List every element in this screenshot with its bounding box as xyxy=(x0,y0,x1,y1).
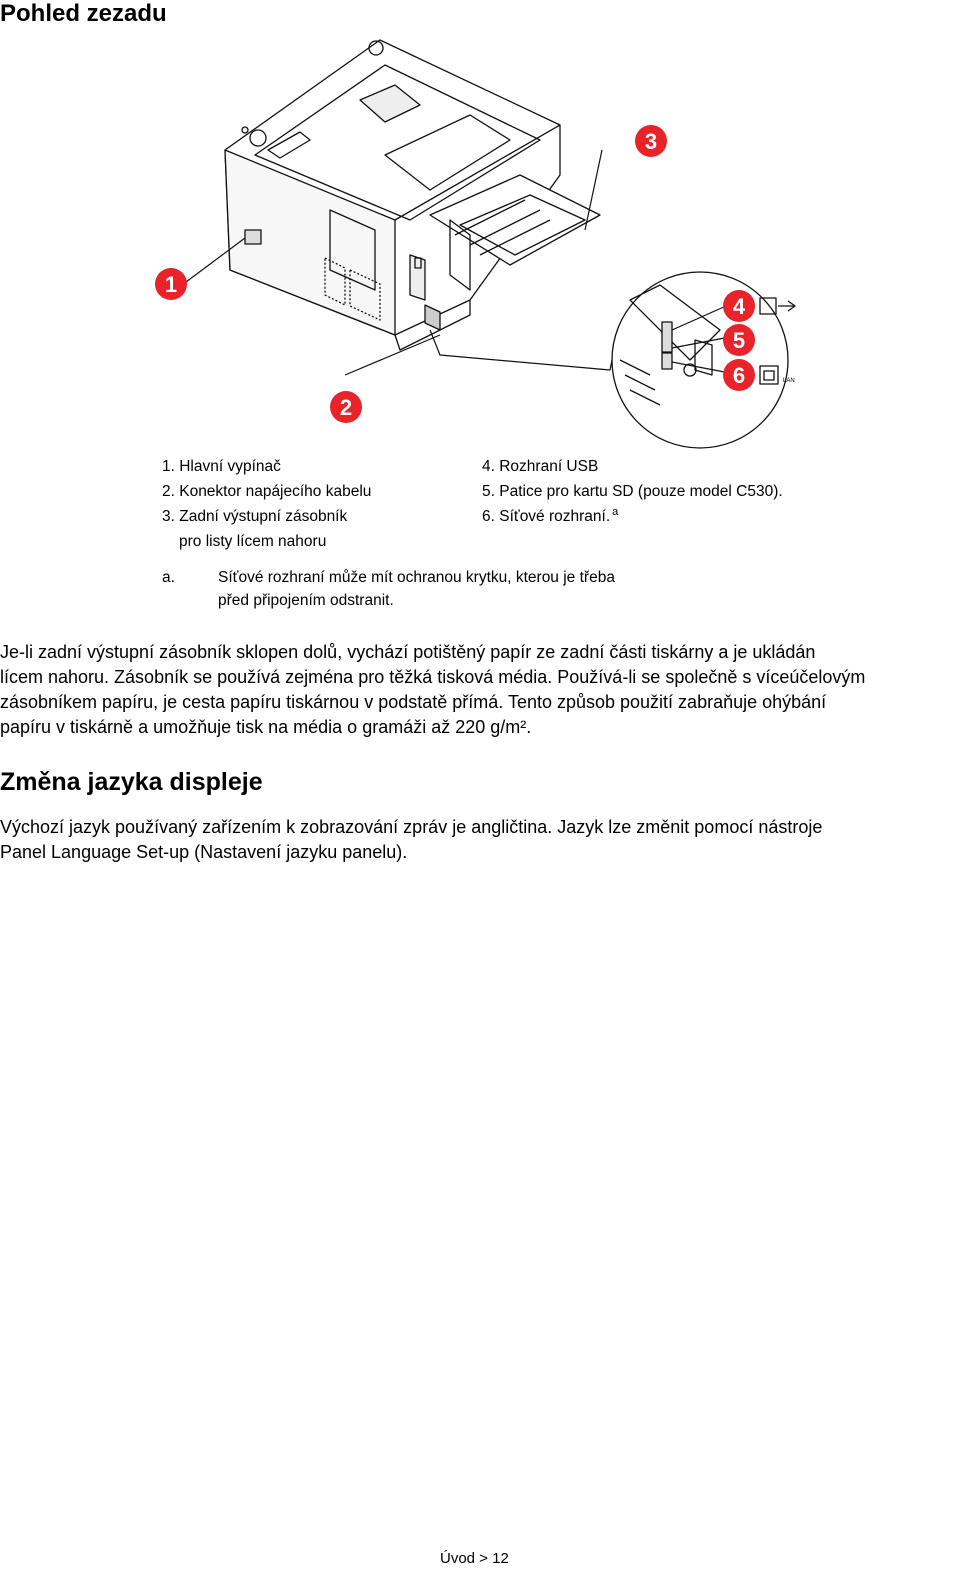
paragraph-line: lícem nahoru. Zásobník se používá zejména pro těžká tisková média. Používá-li se společně s víceúčelovým xyxy=(0,667,866,687)
paragraph-line: papíru v tiskárně a umožňuje tisk na média o gramáži až 220 g/m². xyxy=(0,717,532,737)
legend-item-3-cont: pro listy lícem nahoru xyxy=(179,533,327,550)
svg-text:6: 6 xyxy=(732,363,746,388)
section-title-display-language: Změna jazyka displeje xyxy=(0,768,263,796)
legend-item-6: 6. Síťové rozhraní. $^a$ xyxy=(482,506,619,525)
legend-item-4: 4. Rozhraní USB xyxy=(482,458,599,475)
svg-text:2: 2 xyxy=(339,395,353,420)
paragraph-line: Panel Language Set-up (Nastavení jazyku panelu). xyxy=(0,842,408,862)
legend-item-2: 2. Konektor napájecího kabelu xyxy=(162,483,372,500)
legend-item-1: 1. Hlavní vypínač xyxy=(162,458,281,475)
callout-3 xyxy=(635,125,667,157)
footnote xyxy=(162,566,615,612)
svg-text:3: 3 xyxy=(644,129,658,154)
callout-4 xyxy=(723,290,755,322)
page-footer: Úvod > 12 xyxy=(440,1550,509,1567)
svg-text:1: 1 xyxy=(164,272,178,297)
callout-1 xyxy=(155,268,187,300)
footnote-line-2: před připojením odstranit. xyxy=(218,592,394,609)
callout-2 xyxy=(330,391,362,423)
footnote-line-1: Síťové rozhraní může mít ochranou krytku, kterou je třeba xyxy=(218,569,615,586)
section-title-rear-view: Pohled zezadu xyxy=(0,0,167,27)
printer-body xyxy=(225,40,600,350)
svg-text:5: 5 xyxy=(732,328,746,353)
footnote-ref[interactable]: a xyxy=(612,506,619,518)
callout-5 xyxy=(723,324,755,356)
paragraph-display-language xyxy=(0,815,960,865)
printer-rear-view-illustration xyxy=(0,30,960,450)
legend-item-5: 5. Patice pro kartu SD (pouze model C530). xyxy=(482,483,783,500)
legend-item-3: 3. Zadní výstupní zásobník xyxy=(162,508,348,525)
paragraph-line: Výchozí jazyk používaný zařízením k zobrazování zpráv je angličtina. Jazyk lze změnit pomocí nástroje xyxy=(0,817,823,837)
lan-port-label: LAN xyxy=(783,378,795,384)
callout-6 xyxy=(723,359,755,391)
footnote-label: a. xyxy=(162,569,175,586)
legend-left xyxy=(162,454,371,554)
paragraph-line: Je-li zadní výstupní zásobník sklopen dolů, vychází potištěný papír ze zadní části tiskárny a je ukládán xyxy=(0,642,816,662)
legend-right xyxy=(482,454,783,529)
paragraph-rear-tray xyxy=(0,640,960,740)
svg-text:4: 4 xyxy=(732,294,746,319)
paragraph-line: zásobníkem papíru, je cesta papíru tiskárnou v podstatě přímá. Tento způsob použití zabraňuje ohýbání xyxy=(0,692,827,712)
